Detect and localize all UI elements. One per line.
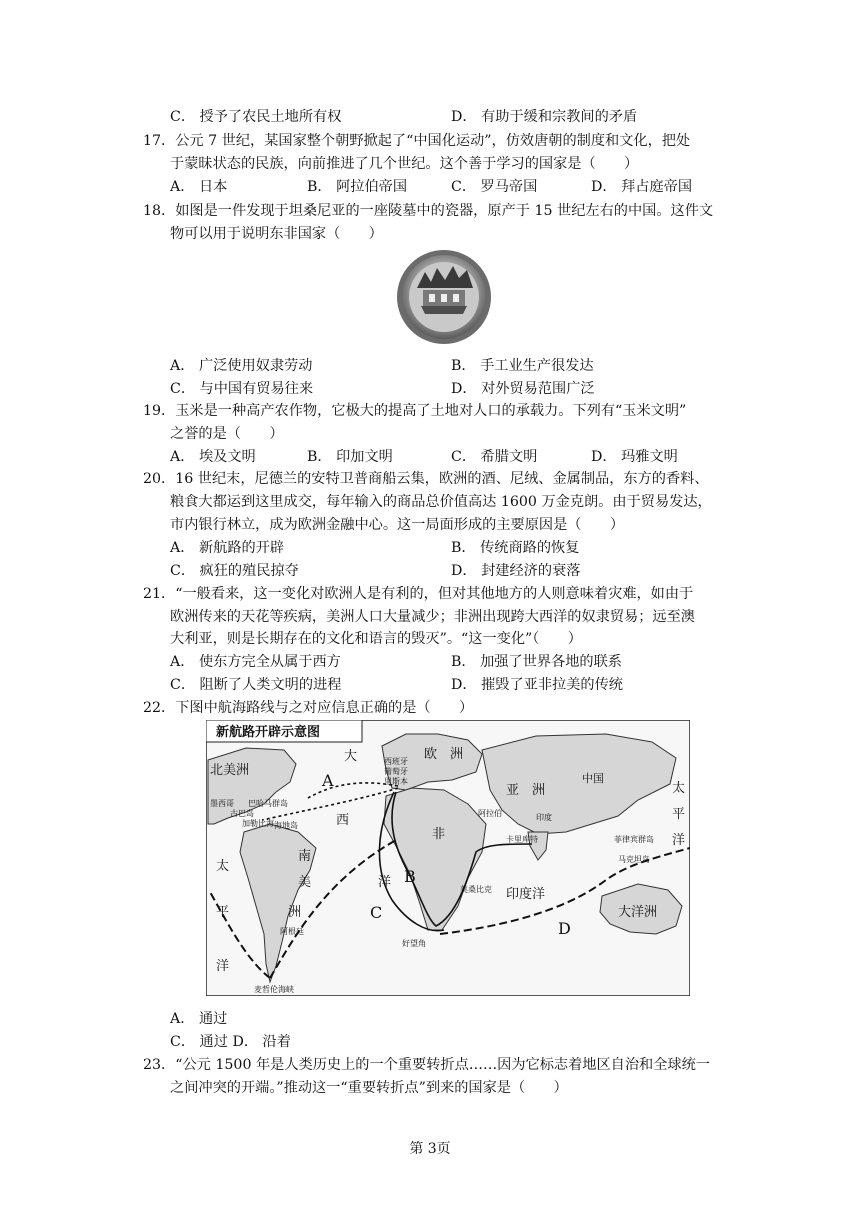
q19-option-c: C． 希腊文明 (451, 449, 538, 465)
q23-stem-line2: 之间冲突的开端。”推动这一“重要转折点”到来的国家是（ ） (170, 1080, 568, 1096)
label-atlantic-yang: 洋 (378, 875, 392, 890)
label-moluccas: 马克坦岛 (618, 855, 650, 864)
label-lisbon: 里斯本 (384, 777, 408, 786)
q21-stem-line1: 21．“一般看来，这一变化对欧洲人是有利的，但对其他地方的人则意味着灾难，如由于 (143, 586, 694, 602)
q21-stem-line3: 大利亚，则是长期存在的文化和语言的毁灭”。“这一变化”（ ） (170, 631, 582, 647)
q20-option-d: D． 封建经济的衰落 (451, 563, 581, 579)
label-south-a: 南 (298, 849, 312, 864)
label-pacific-right-ping: 平 (672, 807, 686, 822)
q18-stem-line1: 18．如图是一件发现于坦桑尼亚的一座陵墓中的瓷器，原产于 15 世纪左右的中国。这件文 (143, 203, 714, 219)
label-asia: 亚 洲 (506, 783, 546, 798)
q18-option-b: B． 手工业生产很发达 (451, 358, 594, 374)
q19-stem-line2: 之誉的是（ ） (170, 426, 284, 442)
porcelain-plate-image (395, 248, 493, 346)
q21-option-b: B． 加强了世界各地的联系 (451, 654, 622, 670)
label-africa: 非 (432, 827, 446, 842)
q18-stem-line2: 物可以用于说明东非国家（ ） (170, 226, 383, 242)
label-pacific-right-yang: 洋 (672, 833, 686, 848)
q17-option-c: C． 罗马帝国 (451, 179, 538, 195)
q20-option-c: C． 疯狂的殖民掠夺 (170, 563, 299, 579)
q17-option-a: A． 日本 (170, 179, 228, 195)
q20-stem-line2: 粮食大都运到这里成交，每年输入的商品总价值高达 1600 万金克朗。由于贸易发达， (170, 494, 712, 510)
new-sea-routes-map (206, 720, 690, 996)
q21-option-a: A． 使东方完全从属于西方 (170, 654, 341, 670)
q22-stem-line1: 22．下图中航海路线与之对应信息正确的是（ ） (143, 700, 474, 716)
q17-option-b: B． 阿拉伯帝国 (307, 179, 408, 195)
q19-stem-line1: 19．玉米是一种高产农作物，它极大的提高了土地对人口的承载力。下列有“玉米文明” (143, 403, 687, 419)
q20-stem-line1: 20．16 世纪末，尼德兰的安特卫普商船云集，欧洲的酒、尼绒、金属制品，东方的香料、 (143, 471, 709, 487)
route-label-b: B (404, 867, 416, 886)
q21-stem-line2: 欧洲传来的天花等疾病，美洲人口大量减少；非洲出现跨大西洋的奴隶贸易；远至澳 (170, 609, 695, 625)
route-label-a: A (322, 771, 334, 790)
q18-option-a: A． 广泛使用奴隶劳动 (170, 358, 313, 374)
q22-option-cd: C． 通过 D． 沿着 (170, 1034, 291, 1050)
label-spain: 西班牙 (384, 757, 408, 766)
q21-option-c: C． 阻断了人类文明的进程 (170, 677, 342, 693)
label-pacific-right-tai: 太 (672, 781, 686, 796)
q16-option-c: C． 授予了农民土地所有权 (170, 109, 342, 125)
label-pacific-yang: 洋 (216, 959, 230, 974)
label-north-america: 北美洲 (210, 763, 250, 778)
q20-option-b: B． 传统商路的恢复 (451, 540, 580, 556)
q17-stem-line1: 17．公元 7 世纪，某国家整个朝野掀起了“中国化运动”，仿效唐朝的制度和文化，把处 (143, 133, 691, 149)
q17-option-d: D． 拜占庭帝国 (591, 179, 693, 195)
label-europe: 欧 洲 (424, 747, 464, 762)
label-south-c: 洲 (288, 905, 302, 920)
q20-option-a: A． 新航路的开辟 (170, 540, 285, 556)
q16-option-d: D． 有助于缓和宗教间的矛盾 (451, 109, 638, 125)
q22-option-a: A． 通过 (170, 1011, 228, 1027)
label-atlantic-xi: 西 (336, 813, 350, 828)
q18-option-c: C． 与中国有贸易往来 (170, 381, 314, 397)
label-atlantic-da: 大 (344, 749, 358, 764)
label-calicut: 卡里库特 (506, 835, 538, 844)
label-argentina: 阿根廷 (280, 927, 304, 936)
page-number: 第 3页 (409, 1141, 451, 1157)
label-caribbean: 加勒比海 (242, 819, 274, 828)
label-china: 中国 (582, 772, 604, 785)
label-cape: 好望角 (402, 939, 426, 948)
q19-option-d: D． 玛雅文明 (591, 449, 678, 465)
label-magellan: 麦哲伦海峡 (254, 985, 294, 994)
label-portugal: 葡萄牙 (384, 767, 408, 776)
label-oceania: 大洋洲 (618, 905, 658, 920)
label-cuba: 古巴岛 (230, 809, 254, 818)
q23-stem-line1: 23．“公元 1500 年是人类历史上的一个重要转折点……因为它标志着地区自治和全球统一 (143, 1057, 710, 1073)
route-label-d: D (558, 919, 571, 938)
q19-option-b: B． 印加文明 (307, 449, 393, 465)
label-bahamas: 巴哈马群岛 (248, 799, 288, 808)
q21-option-d: D． 摧毁了亚非拉美的传统 (451, 677, 623, 693)
q20-stem-line3: 市内银行林立，成为欧洲金融中心。这一局面形成的主要原因是（ ） (170, 517, 625, 533)
label-south-b: 美 (298, 875, 312, 890)
label-pacific-ping: 平 (216, 905, 230, 920)
map-title: 新航路开辟示意图 (216, 725, 321, 740)
q18-option-d: D． 对外贸易范围广泛 (451, 381, 595, 397)
label-mexico: 墨西哥 (210, 799, 234, 808)
label-arabia: 阿拉伯 (478, 809, 502, 818)
q19-option-a: A． 埃及文明 (170, 449, 256, 465)
label-india: 印度 (536, 813, 552, 822)
label-indian-ocean: 印度洋 (506, 887, 546, 902)
label-haiti: 海地岛 (274, 821, 298, 830)
label-pacific-tai: 太 (216, 859, 230, 874)
label-mozambique: 莫桑比克 (460, 885, 492, 894)
q17-stem-line2: 于蒙昧状态的民族，向前推进了几个世纪。这个善于学习的国家是（ ） (170, 156, 639, 172)
route-label-c: C (370, 903, 383, 922)
label-philippines: 菲律宾群岛 (614, 835, 654, 844)
